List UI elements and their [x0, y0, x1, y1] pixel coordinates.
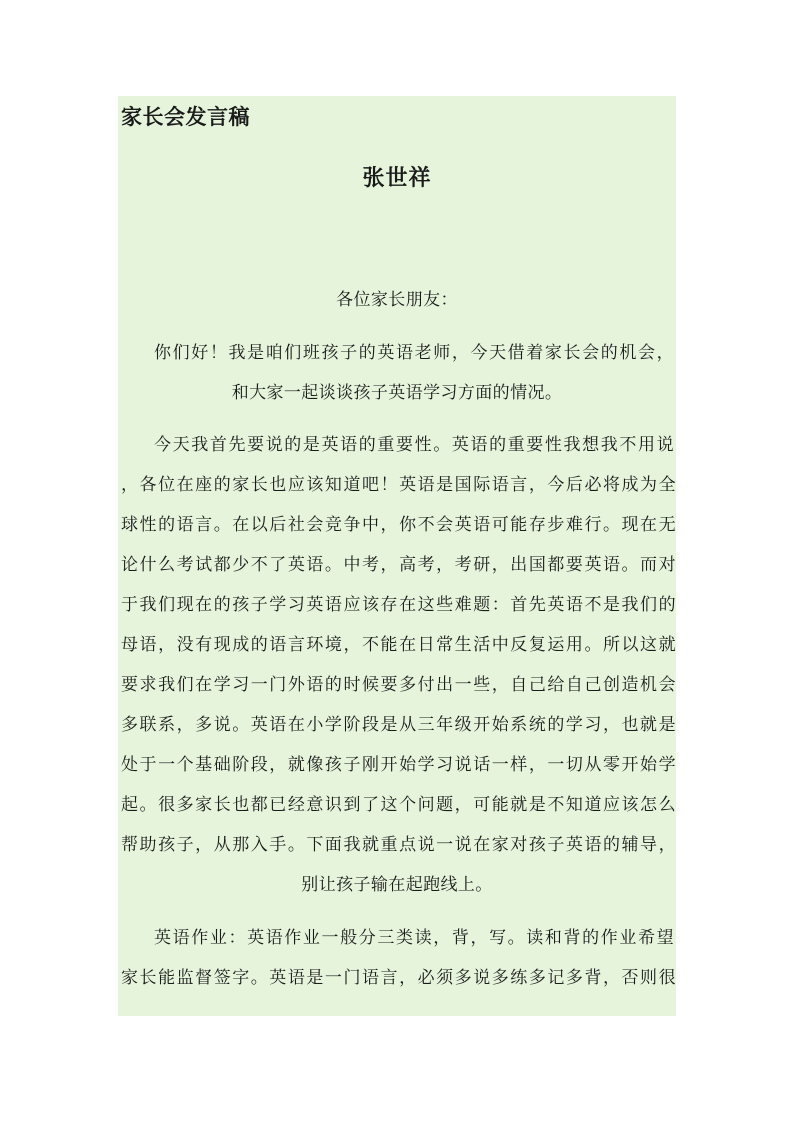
greeting-line-2: 和大家一起谈谈孩子英语学习方面的情况。	[231, 383, 563, 403]
paragraph-line: 起。很多家长也都已经意识到了这个问题，可能就是不知道应该怎么	[121, 795, 676, 815]
paragraph-line: 家长能监督签字。英语是一门语言，必须多说多练多记多背，否则很	[121, 968, 676, 988]
paragraph-line: 多联系，多说。英语在小学阶段是从三年级开始系统的学习，也就是	[121, 715, 676, 735]
paragraph-line: 处于一个基础阶段，就像孩子刚开始学习说话一样，一切从零开始学	[121, 755, 676, 775]
document-title: 家长会发言稿	[121, 104, 250, 129]
author-name: 张世祥	[362, 165, 432, 191]
paragraph-line: ，各位在座的家长也应该知道吧！英语是国际语言，今后必将成为全	[121, 475, 676, 495]
document-page	[118, 96, 676, 1016]
salutation: 各位家长朋友：	[336, 290, 458, 310]
greeting-line-1: 你们好！我是咱们班孩子的英语老师，今天借着家长会的机会，	[154, 343, 674, 363]
paragraph-line: 母语，没有现成的语言环境，不能在日常生活中反复运用。所以这就	[121, 635, 676, 655]
paragraph-line: 帮助孩子，从那入手。下面我就重点说一说在家对孩子英语的辅导，	[121, 835, 676, 855]
paragraph-line: 英语作业：英语作业一般分三类读，背，写。读和背的作业希望	[154, 928, 674, 948]
paragraph-line: 球性的语言。在以后社会竞争中，你不会英语可能存步难行。现在无	[121, 515, 676, 535]
paragraph-line: 今天我首先要说的是英语的重要性。英语的重要性我想我不用说	[154, 435, 674, 455]
paragraph-line: 论什么考试都少不了英语。中考，高考，考研，出国都要英语。而对	[121, 555, 676, 575]
paragraph-line: 要求我们在学习一门外语的时候要多付出一些，自己给自己创造机会	[121, 675, 676, 695]
paragraph-line: 于我们现在的孩子学习英语应该存在这些难题：首先英语不是我们的	[121, 595, 676, 615]
paragraph-line: 别让孩子输在起跑线上。	[301, 875, 493, 895]
